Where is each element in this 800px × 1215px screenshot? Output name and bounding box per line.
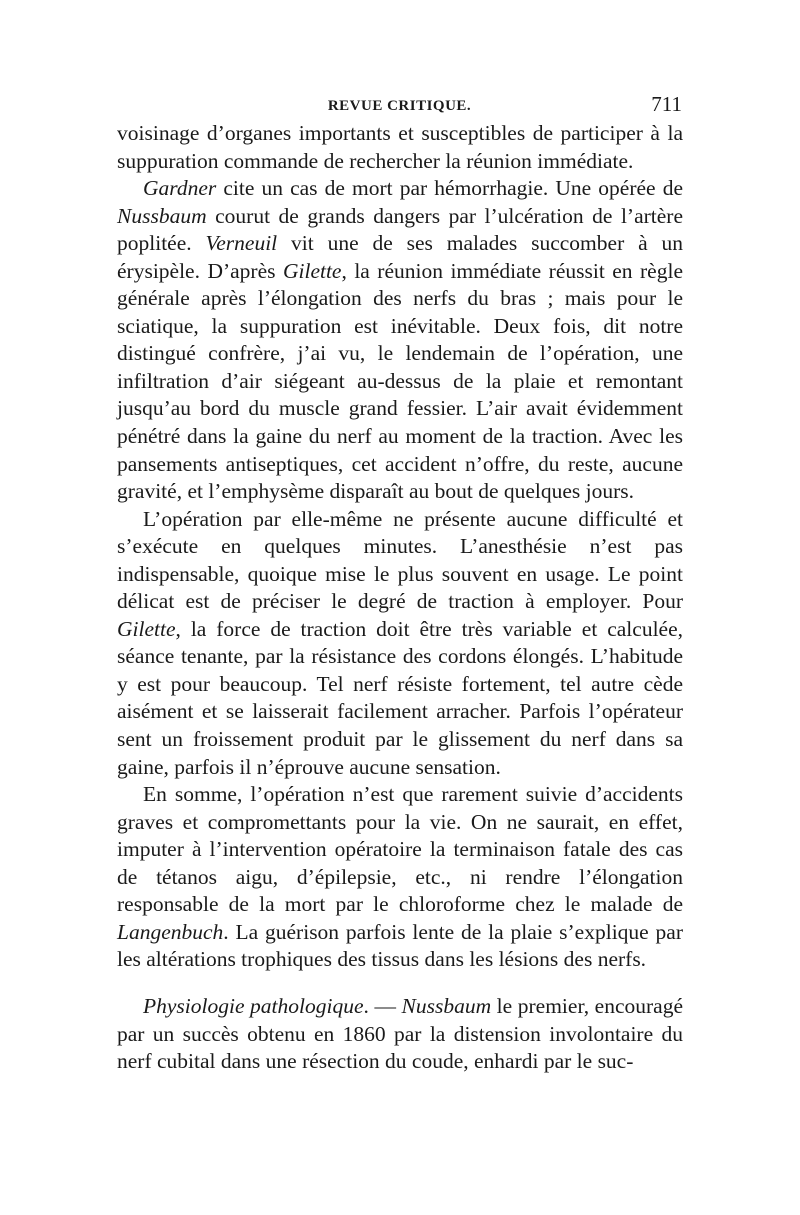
text-run: . — — [363, 993, 402, 1018]
paragraph-2 — [117, 175, 683, 506]
italic-text-run: Gilette — [282, 258, 342, 283]
text-run: L’opération par elle-même ne présente aucune difficulté et s’exécute en quelques minutes. L’anesthésie n’est pas indispensable, quoique mise le plus souvent en usage. Le point délicat est de préciser le degré de traction à employer. Pour — [117, 506, 683, 614]
italic-text-run: Physiologie pathologique — [143, 993, 364, 1018]
italic-text-run: Nussbaum — [117, 203, 207, 228]
text-run: , la force de traction doit être très variable et calculée, séance tenante, par la résistance des cordons élongés. L’habitude y est pour beaucoup. Tel nerf résiste fortement, tel autre cède aisément et se laisserait facilement arracher. Parfois l’opérateur sent un froissement produit par le glissement du nerf dans sa gaine, parfois il n’éprouve aucune sensation. — [117, 616, 683, 779]
text-run: cite un cas de mort par hémorrhagie. Une opérée de — [216, 176, 683, 201]
body-text — [117, 120, 683, 1076]
text-run: En somme, l’opération n’est que rarement suivie d’accidents graves et compromettants pour la vie. On ne saurait, en effet, imputer à l’intervention opératoire la terminaison fatale des cas de tétanos aigu, d’épilepsie, etc., ni rendre l’élongation responsable de la mort par le chloroforme chez le malade de — [117, 782, 683, 917]
text-run: . La guérison parfois lente de la plaie s’explique par les altérations trophiques des tissus dans les lésions des nerfs. — [117, 919, 683, 972]
italic-text-run: Nussbaum — [401, 993, 492, 1018]
italic-text-run: Gardner — [143, 176, 217, 201]
text-run: , la réunion immédiate réussit en règle générale après l’élongation des nerfs du bras ; mais pour le sciatique, la suppuration est inévitable. Deux fois, dit notre distingué confrère, j’ai vu, le lendemain de l’opération, une infiltration d’air siégeant au-dessus de la plaie et remontant jusqu’au bord du muscle grand fessier. L’air avait évidemment pénétré dans la gaine du nerf au moment de la traction. Avec les pansements antiseptiques, cet accident n’offre, du reste, aucune gravité, et l’emphysème disparaît au bout de quelques jours. — [117, 258, 683, 504]
text-run: le premier, encouragé par un succès obtenu en 1860 par la distension involontaire du nerf cubital dans une résection du coude, enhardi par le suc- — [117, 993, 684, 1074]
text-run: voisinage d’organes importants et susceptibles de participer à la suppuration commande de rechercher la réunion immédiate. — [117, 121, 683, 173]
paragraph-4 — [117, 781, 683, 974]
page-number: 711 — [651, 92, 682, 116]
running-head — [117, 92, 682, 122]
paragraph-1 — [117, 120, 683, 175]
italic-text-run: Langenbuch — [117, 919, 224, 944]
italic-text-run: Verneuil — [205, 231, 278, 256]
paragraph-5-section-start — [117, 993, 683, 1076]
running-head-title: REVUE CRITIQUE. — [327, 98, 472, 114]
text-run: courut de grands dangers par l’ulcération de l’artère poplitée. — [117, 203, 683, 256]
italic-text-run: Gilette — [117, 616, 176, 641]
text-run: vit une de ses malades succomber à un érysipèle. D’après — [117, 231, 683, 283]
paragraph-3 — [117, 506, 683, 781]
